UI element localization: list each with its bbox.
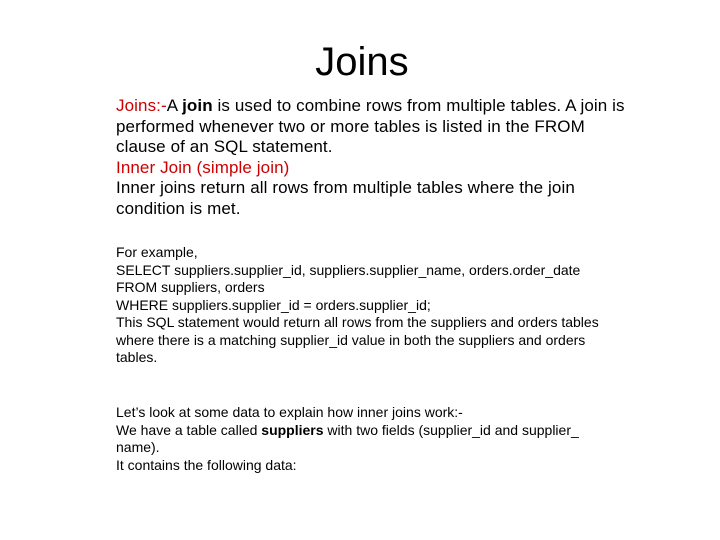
example-sql-where: WHERE suppliers.supplier_id = orders.supplier_id; — [116, 296, 431, 313]
inner-join-heading: Inner Join (simple join) — [116, 157, 290, 177]
example-explanation: This SQL statement would return all rows from the suppliers and orders tables where there is a matching supplier_id value in both the suppliers and orders tables. — [116, 314, 599, 365]
example-paragraph — [116, 244, 606, 367]
data-intro-line-2 — [116, 422, 586, 457]
data-intro-line-2-prefix: We have a table called — [116, 421, 262, 438]
slide-title: Joins — [315, 40, 409, 84]
data-intro-line-2-suffix: with two fields (supplier_id and supplier_ name). — [116, 421, 579, 455]
example-line: For example, — [116, 244, 198, 260]
example-sql-select: SELECT suppliers.supplier_id, suppliers.supplier_name, orders.order_date — [116, 261, 581, 278]
data-intro-line-1: Let’s look at some data to explain how inner joins work:- — [116, 404, 463, 420]
data-intro-paragraph — [116, 404, 586, 474]
example-section — [116, 244, 606, 367]
joins-lead-label: Joins:- — [116, 96, 167, 115]
intro-text-start: A — [166, 96, 183, 115]
join-keyword: join — [182, 96, 213, 115]
intro-section — [116, 96, 626, 219]
inner-join-description: Inner joins return all rows from multiple tables where the join condition is met. — [116, 178, 575, 218]
example-sql-from: FROM suppliers, orders — [116, 279, 265, 295]
suppliers-keyword: suppliers — [261, 421, 324, 438]
intro-paragraph — [116, 96, 626, 158]
data-intro-section — [116, 404, 586, 474]
data-intro-line-3: It contains the following data: — [116, 456, 297, 473]
intro-text-rest: is used to combine rows from multiple tables. A join is performed whenever two or more tables is listed in the FROM clause of an SQL statement. — [116, 96, 625, 156]
